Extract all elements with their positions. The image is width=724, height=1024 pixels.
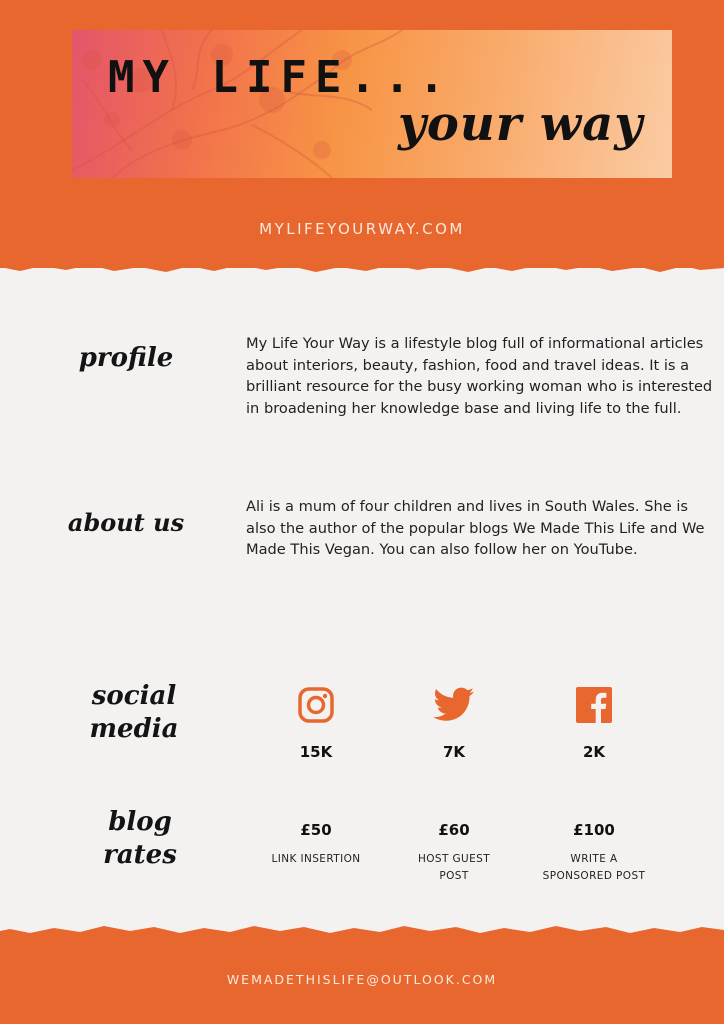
instagram-icon[interactable] bbox=[298, 687, 334, 723]
rate-link-insertion bbox=[246, 821, 386, 868]
header-banner bbox=[72, 30, 672, 178]
rate-guest-post bbox=[384, 821, 524, 885]
social-label-line1: social bbox=[91, 681, 177, 711]
contact-email[interactable]: WEMADETHISLIFE@OUTLOOK.COM bbox=[226, 972, 498, 987]
twitter-icon[interactable] bbox=[433, 687, 475, 723]
rate-desc-line2: SPONSORED POST bbox=[542, 870, 646, 882]
website-link[interactable]: MYLIFEYOURWAY.COM bbox=[259, 220, 465, 238]
blog-rates-label bbox=[84, 806, 196, 871]
rate-desc-line1: HOST GUEST bbox=[417, 853, 491, 865]
twitter-count: 7K bbox=[442, 743, 466, 761]
social-label-line2: media bbox=[89, 713, 179, 744]
banner-script-title: your way bbox=[398, 96, 644, 152]
rate-price: £50 bbox=[300, 821, 332, 839]
rate-desc-line2: POST bbox=[439, 870, 469, 882]
profile-text: My Life Your Way is a lifestyle blog full of informational articles about interiors, beauty, fashion, food and travel ideas. It is a brilliant resource for the busy working woman who is interested in broadening her knowledge base and living life to the full. bbox=[246, 335, 713, 417]
banner-title: MY LIFE... bbox=[108, 52, 453, 103]
about-text: Ali is a mum of four children and lives in South Wales. She is also the author of the popular blogs We Made This Life and We Made This Vegan. You can also follow her on YouTube. bbox=[246, 498, 705, 558]
rates-label-line2: rates bbox=[103, 839, 177, 870]
rate-sponsored-post bbox=[524, 821, 664, 885]
facebook-icon[interactable] bbox=[576, 687, 612, 723]
profile-label: profile bbox=[78, 343, 174, 373]
social-media-label bbox=[74, 680, 194, 745]
rate-price: £60 bbox=[438, 821, 470, 839]
rate-desc-line1: WRITE A bbox=[570, 853, 618, 865]
torn-edge-top bbox=[0, 254, 724, 284]
facebook-count: 2K bbox=[582, 743, 606, 761]
about-label: about us bbox=[67, 508, 185, 537]
instagram-count: 15K bbox=[299, 743, 333, 761]
rate-desc-line1: LINK INSERTION bbox=[271, 853, 361, 865]
rate-price: £100 bbox=[573, 821, 615, 839]
rates-label-line1: blog bbox=[108, 807, 172, 837]
